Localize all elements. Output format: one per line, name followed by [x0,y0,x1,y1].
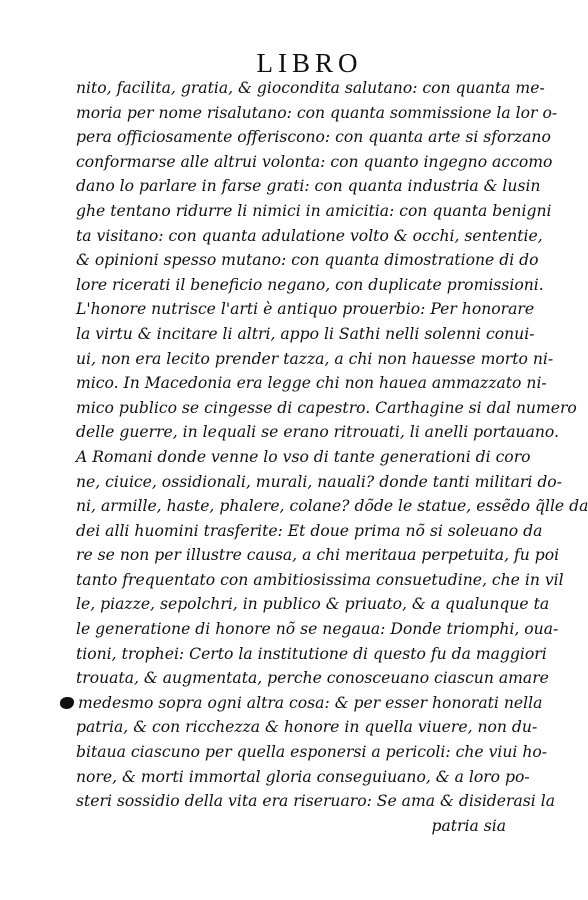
text-line: lore ricerati il beneficio negano, con duplicate promissioni. [76,275,544,294]
text-line: nito, facilita, gratia, & giocondita salutano: con quanta me- [76,79,545,97]
running-header: LIBRO [256,48,363,78]
text-line: pera officiosamente offeriscono: con quanta arte si sforzano [76,128,551,147]
text-line: dano lo parlare in farse grati: con quanta industria & lusin [76,177,541,196]
text-line: delle guerre, in lequali se erano ritrouati, li anelli portauano. [76,423,560,442]
catchword: patria sia [431,816,506,835]
text-line: ta visitano: con quanta adulatione volto & occhi, sententie, [76,226,543,245]
text-line: le generatione di honore nõ se negaua: Donde triomphi, oua- [76,620,559,639]
text-line: nore, & morti immortal gloria conseguiuano, & a loro po- [76,767,530,786]
text-line: ni, armille, haste, phalere, colane? dõde le statue, essẽdo q̃lle da [76,497,588,516]
text-line: & opinioni spesso mutano: con quanta dimostratione di do [76,251,539,270]
text-line: dei alli huomini trasferite: Et doue prima nõ si soleuano da [76,521,543,540]
text-line: mico publico se cingesse di capestro. Carthagine si dal numero [76,398,577,417]
text-line: conformarse alle altrui volonta: con quanto ingegno accomo [76,152,553,171]
text-line: tioni, trophei: Certo la institutione di questo fu da maggiori [76,644,547,663]
body-text [76,76,588,838]
text-line: re se non per illustre causa, a chi meritaua perpetuita, fu poi [76,546,560,565]
text-line: A Romani donde venne lo vso di tante generationi di coro [76,447,531,466]
text-line: mico. In Macedonia era legge chi non hauea ammazzato ni- [76,374,547,393]
text-line: L'honore nutrisce l'arti è antiquo prouerbio: Per honorare [76,300,535,319]
text-line: le, piazze, sepolchri, in publico & priuato, & a qualunque ta [76,595,550,614]
text-line: moria per nome risalutano: con quanta sommissione la lor o- [76,103,558,122]
text-line: patria, & con ricchezza & honore in quella viuere, non du- [76,718,538,737]
text-line: la virtu & incitare li altri, appo li Sathi nelli solenni conui- [76,324,535,343]
text-line: bitaua ciascuno per quella esponersi a pericoli: che viui ho- [76,743,548,762]
ink-blot-icon [60,697,74,709]
text-line: ne, ciuice, ossidionali, murali, nauali? donde tanti militari do- [76,472,562,491]
text-line: ghe tentano ridurre li nimici in amicitia: con quanta benigni [76,201,552,220]
text-line: medesmo sopra ogni altra cosa: & per esser honorati nella [78,693,543,712]
text-line: tanto frequentato con ambitiosissima consuetudine, che in vil [76,570,564,589]
text-line: steri sossidio della vita era riseruaro: Se ama & disiderasi la [76,792,555,811]
text-line: ui, non era lecito prender tazza, a chi non hauesse morto ni- [76,349,554,368]
text-line: trouata, & augmentata, perche conosceuano ciascun amare [76,669,549,688]
text-line-marked [76,691,543,716]
